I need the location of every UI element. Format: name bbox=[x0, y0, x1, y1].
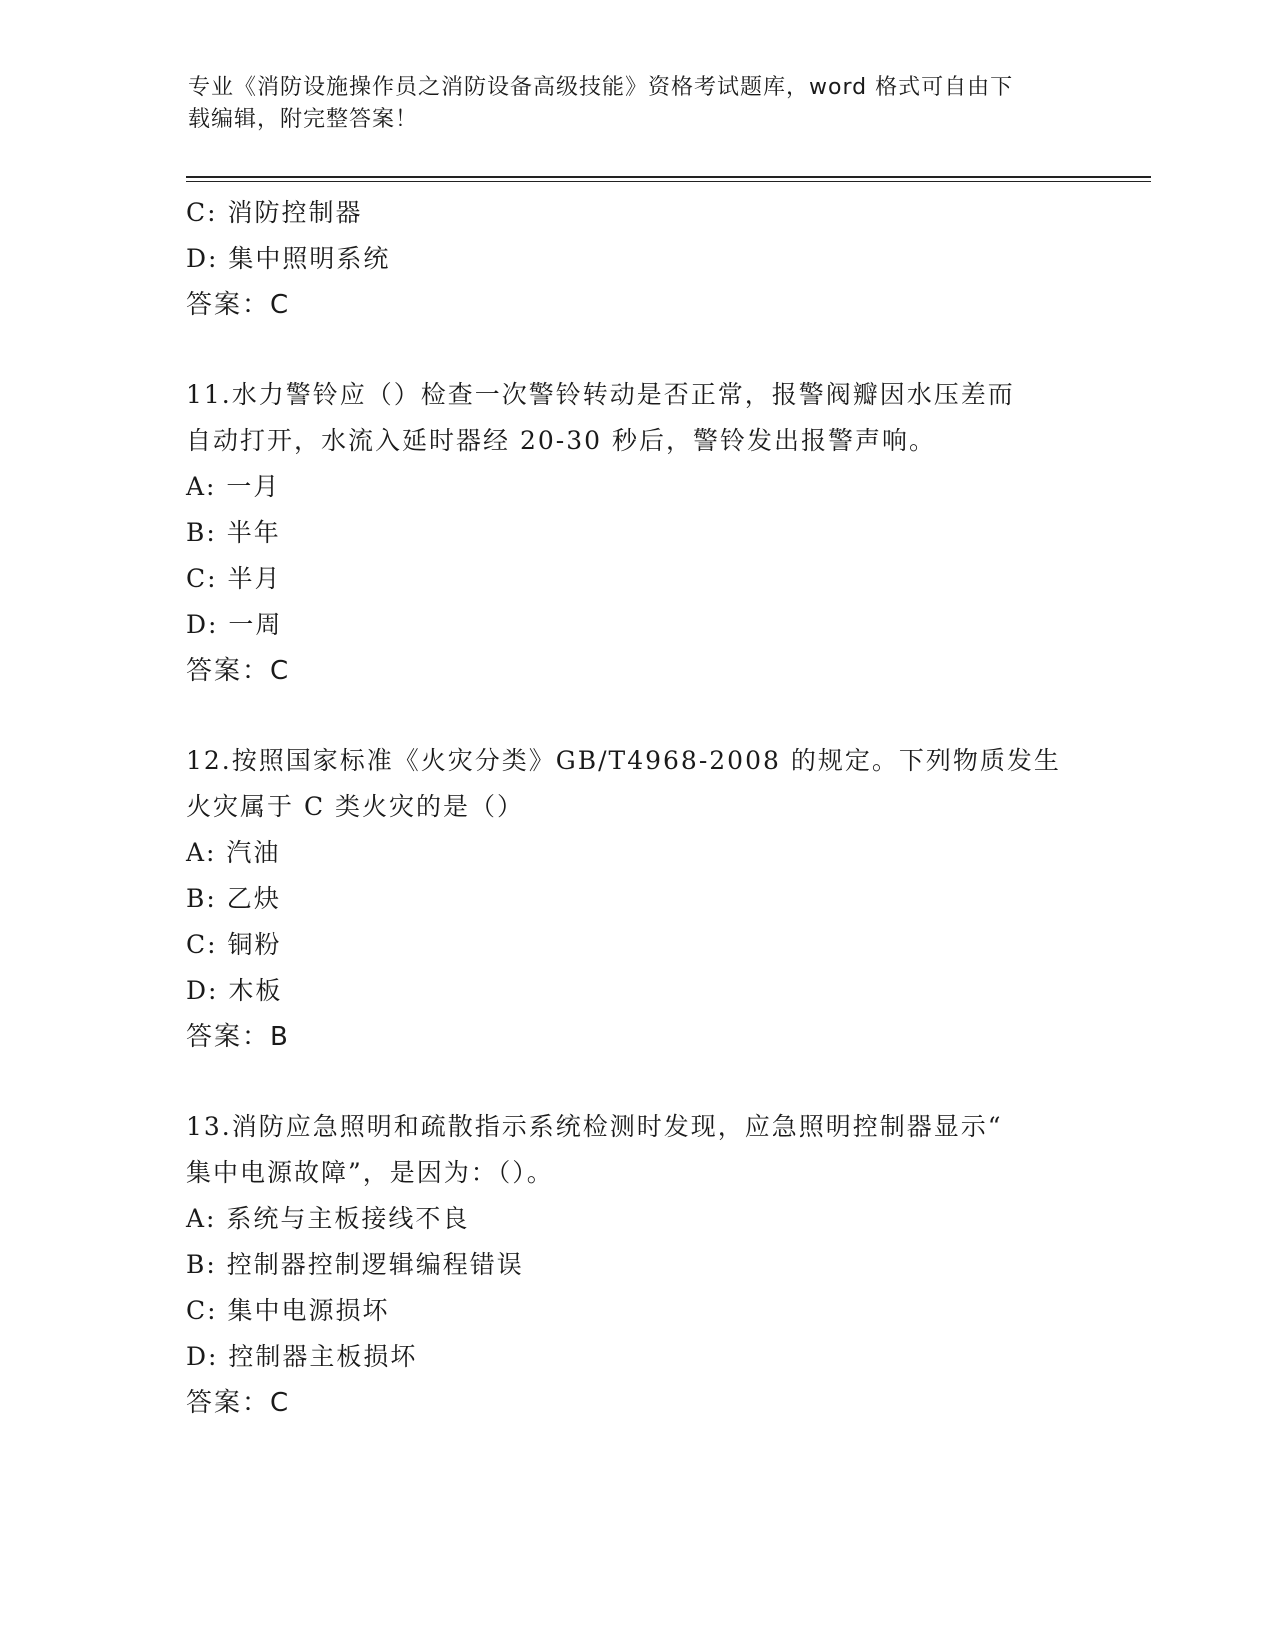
option-b: B: 半年 bbox=[186, 518, 281, 547]
header-rule-thin bbox=[186, 181, 1151, 182]
option-d: D: 控制器主板损坏 bbox=[186, 1342, 418, 1371]
option-d: D: 一周 bbox=[186, 610, 283, 639]
answer-line: 答案：B bbox=[186, 1022, 290, 1052]
header-rule-thick bbox=[186, 176, 1151, 178]
question-list bbox=[186, 190, 1086, 1426]
option-d: D: 集中照明系统 bbox=[186, 244, 391, 273]
question-stem-line-2: 集中电源故障”，是因为：（）。 bbox=[186, 1158, 554, 1187]
question-10-continued bbox=[186, 190, 1086, 328]
question-stem-line-2: 自动打开，水流入延时器经 20-30 秒后，警铃发出报警声响。 bbox=[186, 426, 936, 455]
question-13 bbox=[186, 1104, 1086, 1426]
option-c: C: 铜粉 bbox=[186, 930, 282, 959]
header-line-2: 载编辑，附完整答案！ bbox=[188, 107, 419, 132]
option-b: B: 乙炔 bbox=[186, 884, 281, 913]
question-stem-line-1: 11.水力警铃应（）检查一次警铃转动是否正常，报警阀瓣因水压差而 bbox=[186, 380, 1015, 409]
question-stem-line-1: 13.消防应急照明和疏散指示系统检测时发现，应急照明控制器显示“ bbox=[186, 1112, 1003, 1141]
answer-line: 答案：C bbox=[186, 656, 291, 686]
header-line-1: 专业《消防设施操作员之消防设备高级技能》资格考试题库，word 格式可自由下 bbox=[188, 75, 1014, 100]
option-c: C: 半月 bbox=[186, 564, 282, 593]
option-a: A: 一月 bbox=[186, 472, 281, 501]
question-11 bbox=[186, 372, 1086, 694]
question-stem-line-2: 火灾属于 C 类火灾的是（） bbox=[186, 792, 525, 821]
option-c: C: 集中电源损坏 bbox=[186, 1296, 390, 1325]
option-c: C: 消防控制器 bbox=[186, 198, 363, 227]
answer-line: 答案：C bbox=[186, 290, 291, 320]
question-stem-line-1: 12.按照国家标准《火灾分类》GB/T4968-2008 的规定。下列物质发生 bbox=[186, 746, 1061, 775]
option-a: A: 系统与主板接线不良 bbox=[186, 1204, 470, 1233]
question-12 bbox=[186, 738, 1086, 1060]
answer-line: 答案：C bbox=[186, 1388, 291, 1418]
option-d: D: 木板 bbox=[186, 976, 283, 1005]
page-header bbox=[188, 72, 1068, 136]
option-b: B: 控制器控制逻辑编程错误 bbox=[186, 1250, 524, 1279]
option-a: A: 汽油 bbox=[186, 838, 281, 867]
